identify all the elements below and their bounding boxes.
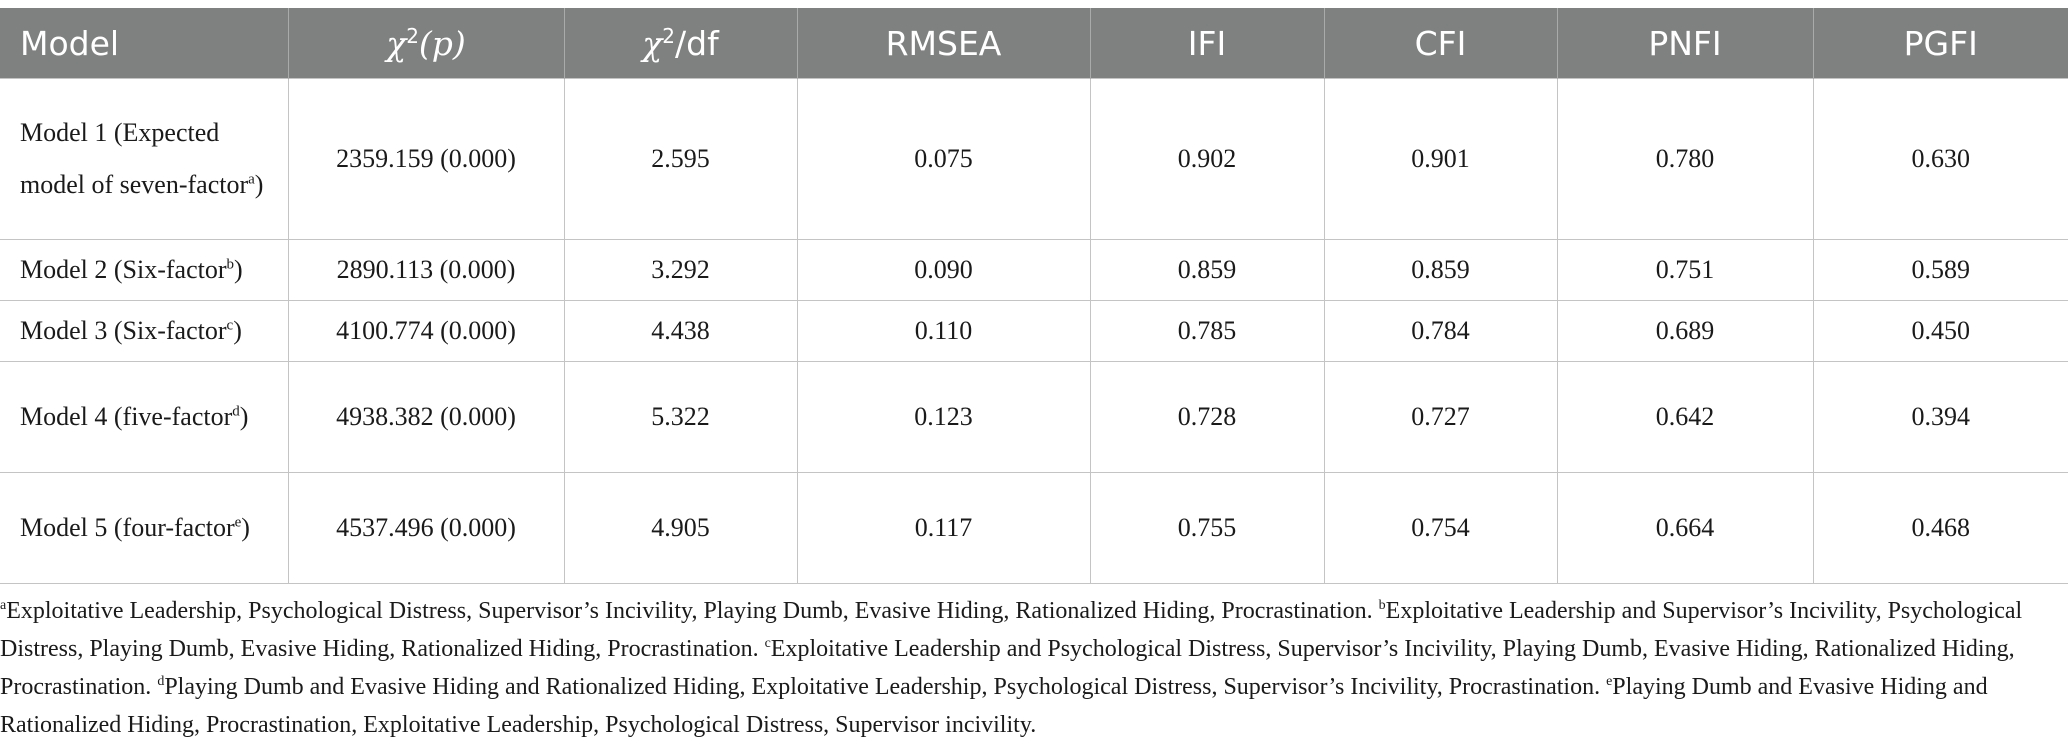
chi-square-cell: 4100.774 (0.000)	[288, 301, 564, 362]
chi-df-cell: 5.322	[564, 362, 797, 473]
table-row	[0, 79, 2068, 240]
footnote-mark: a	[0, 598, 7, 613]
model-cell: Model 5 (four-factor$^e$)	[0, 473, 288, 584]
pnfi-cell: 0.689	[1557, 301, 1813, 362]
footnote-text: Exploitative Leadership and Supervisor’s Incivility, Psychological Distress, Playing Dumb, Evasive Hiding, Rationalized Hiding, Procrastination.	[0, 598, 2023, 662]
rmsea-cell: 0.117	[797, 473, 1090, 584]
header-row	[0, 8, 2068, 79]
ifi-cell: 0.728	[1090, 362, 1324, 473]
chi-df-cell: 3.292	[564, 240, 797, 301]
model-cell: Model 1 (Expected model of seven-factor$^a$)	[0, 79, 288, 240]
chi-square-cell: 4938.382 (0.000)	[288, 362, 564, 473]
ifi-cell: 0.755	[1090, 473, 1324, 584]
rmsea-cell: 0.123	[797, 362, 1090, 473]
table-row	[0, 301, 2068, 362]
pgfi-cell: 0.394	[1813, 362, 2068, 473]
pgfi-cell: 0.450	[1813, 301, 2068, 362]
footnote-mark: c	[764, 636, 771, 651]
table-row	[0, 362, 2068, 473]
chi-square-cell: 2890.113 (0.000)	[288, 240, 564, 301]
pnfi-cell: 0.780	[1557, 79, 1813, 240]
header-cfi: CFI	[1324, 8, 1557, 79]
header-model: Model	[0, 8, 288, 79]
pnfi-cell: 0.642	[1557, 362, 1813, 473]
cfi-cell: 0.754	[1324, 473, 1557, 584]
footnote-text: Playing Dumb and Evasive Hiding and Rationalized Hiding, Procrastination, Exploitative Leadership, Psychological Distress, Supervisor incivility.	[0, 674, 1988, 738]
pgfi-cell: 0.630	[1813, 79, 2068, 240]
footnote-mark: e	[1606, 674, 1613, 689]
footnote-mark: d	[157, 674, 165, 689]
pgfi-cell: 0.468	[1813, 473, 2068, 584]
model-cell: Model 4 (five-factor$^d$)	[0, 362, 288, 473]
model-fit-table	[0, 8, 2068, 584]
rmsea-cell: 0.110	[797, 301, 1090, 362]
rmsea-cell: 0.090	[797, 240, 1090, 301]
chi-df-cell: 2.595	[564, 79, 797, 240]
footnote-text: Exploitative Leadership, Psychological Distress, Supervisor’s Incivility, Playing Dumb, Evasive Hiding, Rationalized Hiding, Procrastination.	[6, 598, 1379, 624]
header-rmsea: RMSEA	[797, 8, 1090, 79]
table-row	[0, 240, 2068, 301]
cfi-cell: 0.784	[1324, 301, 1557, 362]
header-pnfi: PNFI	[1557, 8, 1813, 79]
cfi-cell: 0.901	[1324, 79, 1557, 240]
header-chi-square-df: $\chi^2/df$	[564, 8, 797, 79]
header-chi-square: $\chi^2(p)$	[288, 8, 564, 79]
cfi-cell: 0.859	[1324, 240, 1557, 301]
ifi-cell: 0.902	[1090, 79, 1324, 240]
header-ifi: IFI	[1090, 8, 1324, 79]
pnfi-cell: 0.751	[1557, 240, 1813, 301]
table-row	[0, 473, 2068, 584]
chi-square-cell: 2359.159 (0.000)	[288, 79, 564, 240]
model-cell: Model 2 (Six-factor$^b$)	[0, 240, 288, 301]
ifi-cell: 0.859	[1090, 240, 1324, 301]
chi-square-cell: 4537.496 (0.000)	[288, 473, 564, 584]
footnote-mark: b	[1378, 598, 1386, 613]
model-cell: Model 3 (Six-factor$^c$)	[0, 301, 288, 362]
footnote-text: Exploitative Leadership and Psychological Distress, Supervisor’s Incivility, Playing Dumb, Evasive Hiding, Rationalized Hiding, Procrastination.	[0, 636, 2015, 700]
table-footnotes	[0, 592, 2040, 744]
chi-df-cell: 4.905	[564, 473, 797, 584]
chi-df-cell: 4.438	[564, 301, 797, 362]
pnfi-cell: 0.664	[1557, 473, 1813, 584]
footnote-text: Playing Dumb and Evasive Hiding and Rationalized Hiding, Exploitative Leadership, Psychological Distress, Supervisor’s Incivility, Procrastination.	[164, 674, 1607, 700]
ifi-cell: 0.785	[1090, 301, 1324, 362]
pgfi-cell: 0.589	[1813, 240, 2068, 301]
cfi-cell: 0.727	[1324, 362, 1557, 473]
header-pgfi: PGFI	[1813, 8, 2068, 79]
rmsea-cell: 0.075	[797, 79, 1090, 240]
